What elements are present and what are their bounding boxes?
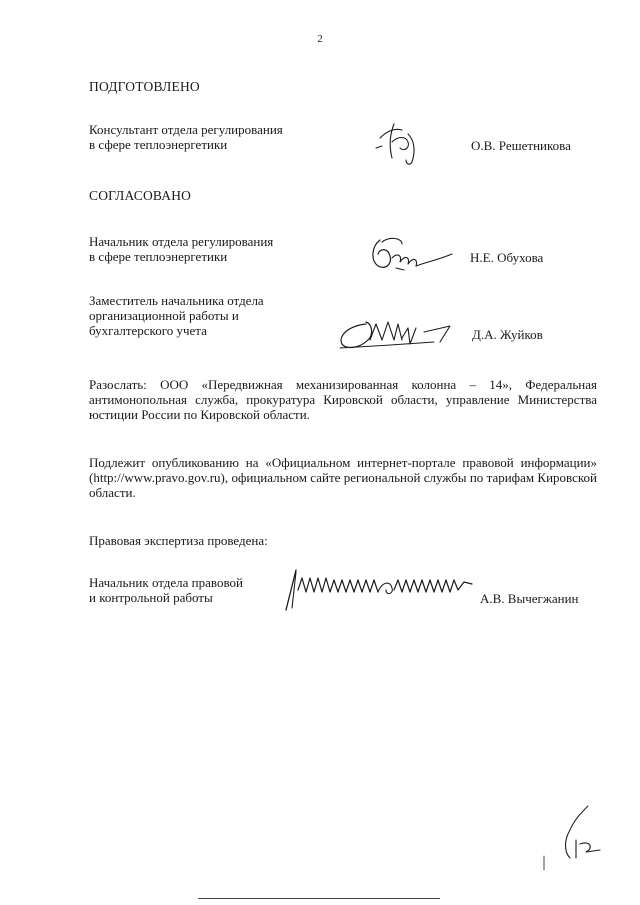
agreed-position-2: Заместитель начальника отдела организационной работы и бухгалтерского учета [89, 293, 264, 338]
legal-review-note: Правовая экспертиза проведена: [89, 533, 268, 548]
prepared-heading: ПОДГОТОВЛЕНО [89, 79, 200, 94]
agreed-name-1: Н.Е. Обухова [470, 250, 544, 265]
agreed-position-1: Начальник отдела регулирования в сфере теплоэнергетики [89, 234, 274, 264]
legal-review-name: А.В. Вычегжанин [480, 591, 579, 606]
prepared-position: Консультант отдела регулирования в сфере теплоэнергетики [89, 122, 283, 152]
bottom-rule [198, 898, 440, 899]
publication-paragraph: Подлежит опубликованию на «Официальном интернет-портале правовой информации» (http://www.pravo.gov.ru), официальном сайте региональной службы по тарифам Кировской области. [89, 455, 597, 500]
distribution-paragraph: Разослать: ООО «Передвижная механизированная колонна – 14», Федеральная антимонопольная служба, прокуратура Кировской области, управление Министерства юстиции России по Кировской области. [89, 377, 597, 422]
signature-vychegzhanin [282, 566, 478, 614]
page-number: 2 [317, 33, 323, 45]
agreed-heading: СОГЛАСОВАНО [89, 188, 192, 203]
agreed-name-2: Д.А. Жуйков [472, 327, 543, 342]
prepared-name: О.В. Решетникова [471, 138, 571, 153]
signature-obukhova [368, 232, 460, 278]
signature-reshetnikova [372, 118, 432, 168]
legal-review-position: Начальник отдела правовой и контрольной работы [89, 575, 243, 605]
signature-zhuykov [336, 310, 462, 360]
corner-initials-mark [540, 800, 620, 880]
